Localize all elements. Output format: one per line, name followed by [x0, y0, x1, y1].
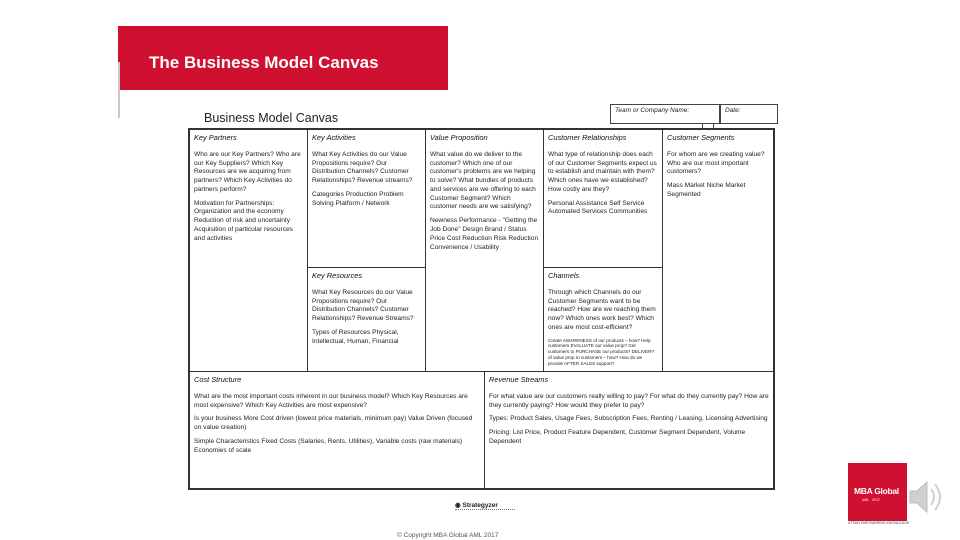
key-resources-questions: What Key Resources do our Value Propositions require? Our Distribution Channels? Customer Relationships? Revenue Streams? — [312, 288, 414, 323]
revenue-streams-pricing: Pricing: List Price, Product Feature Dependent, Customer Segment Dependent, Volume Dependent — [489, 429, 746, 445]
mba-global-logo — [848, 463, 907, 521]
key-activities-heading: Key Activities — [312, 133, 356, 142]
customer-segments-types: Mass Market Niche Market Segmented — [667, 182, 746, 198]
cost-structure-questions: What are the most important costs inherent in our business model? Which Key Resources are most expensive? Which Key Activities are most expensive? — [194, 392, 468, 409]
mba-tagline: ATTAIN EMPOWERING KNOWLEDGE — [848, 521, 910, 525]
channels-phases: Create AWARENESS of our products – how? Help customers EVALUATE our value prop? Get customers to PURCHASE our products? DELIVERY of value prop to customers – how? How do we provide AFTER SALES support? — [548, 337, 655, 366]
key-activities-questions: What Key Activities do our Value Propositions require? Our Distribution Channels? Customer Relationships? Revenue streams? — [312, 150, 413, 185]
copyright-text: © Copyright MBA Global AML 2017 — [397, 532, 499, 539]
customer-relationships-heading: Customer Relationships — [548, 133, 627, 142]
customer-segments-block — [662, 129, 774, 372]
slide-title: The Business Model Canvas — [149, 53, 379, 72]
customer-segments-heading: Customer Segments — [667, 133, 735, 142]
customer-segments-questions: For whom are we creating value? Who are our most important customers? — [667, 150, 765, 176]
key-activities-categories: Categories Production Problem Solving Platform / Network — [312, 190, 404, 207]
canvas-title: Business Model Canvas — [204, 111, 339, 125]
key-resources-block — [307, 267, 426, 372]
key-partners-motivation: Motivation for Partnerships: Organization and the economy Reduction of risk and uncertainty Acquisition of particular resources and activities — [194, 199, 293, 242]
cost-structure-drivers: Is your business More Cost driven (lowest price materials, minimum pay) Value Driven (focused on value creation) — [194, 415, 473, 432]
team-name-field: Team or Company Name: — [610, 104, 720, 124]
cost-structure-block — [189, 371, 485, 489]
revenue-streams-heading: Revenue Streams — [489, 375, 549, 384]
value-proposition-heading: Value Proposition — [430, 133, 488, 142]
logo-underline — [455, 509, 515, 512]
key-resources-types: Types of Resources Physical, Intellectual, Human, Financial — [312, 328, 399, 345]
business-model-canvas — [188, 128, 775, 490]
key-activities-block — [307, 129, 426, 268]
customer-relationships-questions: What type of relationship does each of our Customer Segments expect us to establish and maintain with them? Which ones have we established? How costly are they? — [548, 150, 657, 193]
value-proposition-block — [425, 129, 544, 372]
mba-logo-name: MBA Global — [854, 486, 899, 496]
mba-logo-sub: AML · 2017 — [862, 498, 880, 502]
channels-block — [543, 267, 663, 372]
title-banner — [118, 26, 448, 90]
customer-relationships-types: Personal Assistance Self Service Automated Services Communities — [548, 199, 648, 216]
channels-heading: Channels — [548, 271, 580, 280]
key-partners-questions: Who are our Key Partners? Who are our Key Suppliers? Which Key Resources are we acquiring from partners? Which Key Activities do partners perform? — [194, 150, 301, 193]
strategyzer-wordmark: Strategyzer — [462, 502, 498, 509]
title-rule — [118, 62, 120, 118]
cost-structure-heading: Cost Structure — [194, 375, 242, 384]
strategyzer-icon: ◉ — [455, 502, 461, 509]
speaker-icon[interactable] — [904, 474, 944, 520]
value-proposition-questions: What value do we deliver to the customer? Which one of our customer's problems are we helping to solve? What bundles of products and services are we offering to each Customer Segment? Which customer needs are we satisfying? — [430, 150, 536, 211]
date-field: Date: — [720, 104, 778, 124]
revenue-streams-block — [484, 371, 774, 489]
key-resources-heading: Key Resources — [312, 271, 363, 280]
key-partners-heading: Key Partners — [194, 133, 237, 142]
revenue-streams-questions: For what value are our customers really willing to pay? For what do they currently pay? How are they currently paying? How would they prefer to pay? — [489, 392, 769, 409]
key-partners-block — [189, 129, 308, 372]
cost-structure-characteristics: Simple Characteristics Fixed Costs (Salaries, Rents, Utilities), Variable costs (raw materials) Economies of scale — [194, 437, 463, 454]
value-proposition-types: Newness Performance - "Getting the Job Done" Design Brand / Status Price Cost Reduction Risk Reduction Convenience / Usability — [430, 217, 539, 251]
customer-relationships-block — [543, 129, 663, 268]
revenue-streams-types: Types: Product Sales, Usage Fees, Subscription Fees, Renting / Leasing, Licensing Advertising — [489, 415, 768, 423]
channels-questions: Through which Channels do our Customer Segments want to be reached? How are we reaching them now? Which ones work best? Which ones are most cost-efficient? — [548, 288, 656, 331]
strategyzer-logo — [455, 501, 498, 509]
